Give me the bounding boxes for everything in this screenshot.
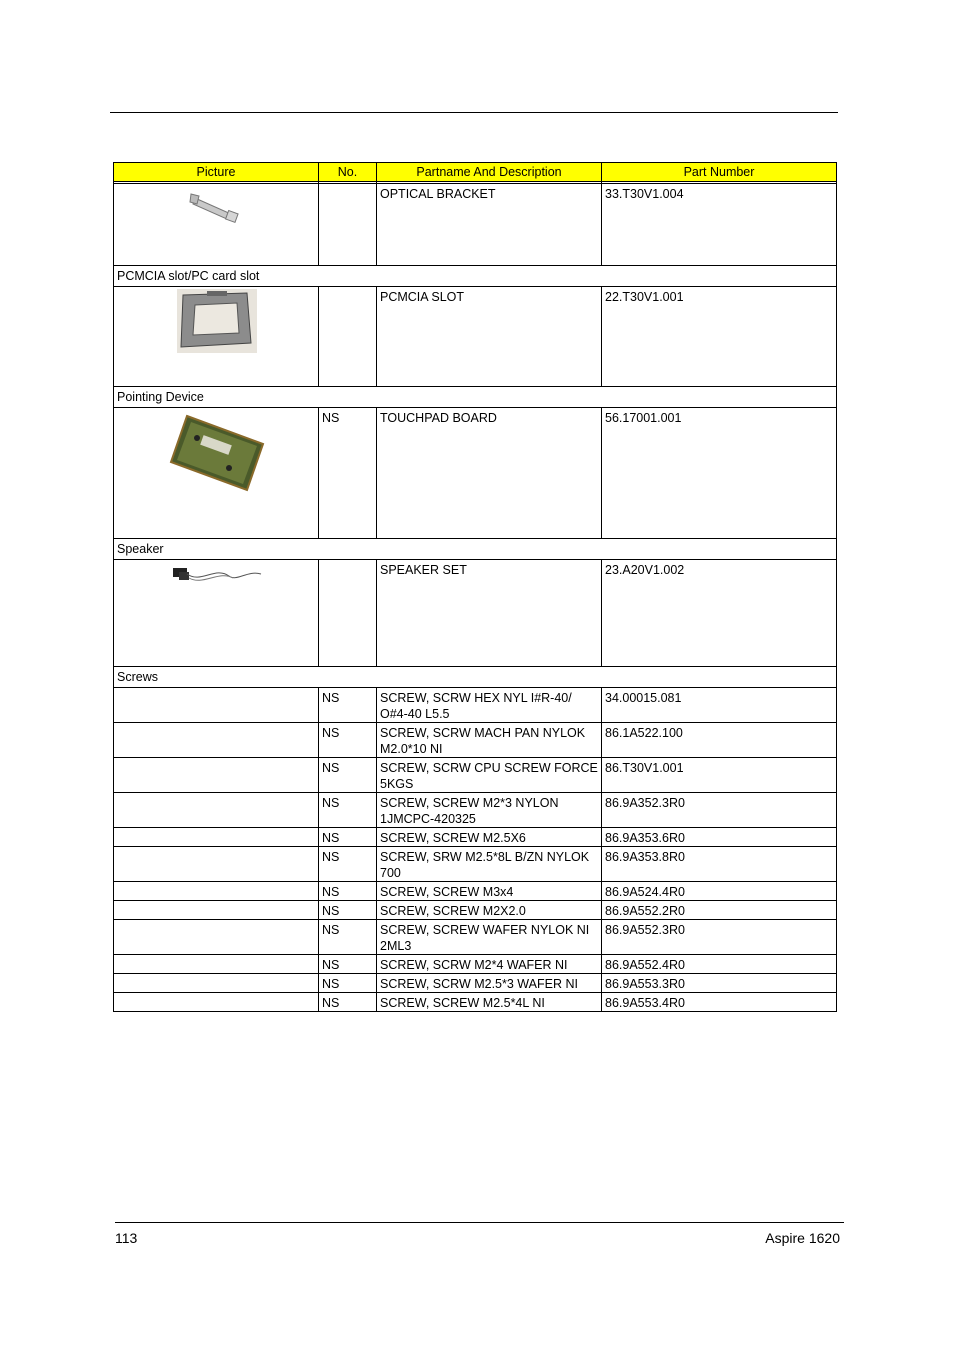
table-row: NS SCREW, SCREW M3x4 86.9A524.4R0: [114, 882, 837, 901]
picture-cell: [114, 184, 319, 266]
table-row: NS SCREW, SCRW M2.5*3 WAFER NI 86.9A553.3R0: [114, 974, 837, 993]
row-part-number: 22.T30V1.001: [602, 287, 837, 387]
row-no: NS: [319, 408, 377, 539]
section-label: PCMCIA slot/PC card slot: [114, 266, 837, 287]
row-description: OPTICAL BRACKET: [377, 184, 602, 266]
speaker-set-image: [171, 562, 263, 586]
row-no: [319, 287, 377, 387]
table-row-touchpad: [114, 408, 837, 539]
row-description: TOUCHPAD BOARD: [377, 408, 602, 539]
row-part-number: 56.17001.001: [602, 408, 837, 539]
table-row: NS SCREW, SCRW MACH PAN NYLOK M2.0*10 NI 86.1A522.100: [114, 723, 837, 758]
table-row: NS SCREW, SCREW M2.5X6 86.9A353.6R0: [114, 828, 837, 847]
col-picture: Picture: [114, 163, 319, 182]
row-no: [319, 560, 377, 667]
section-label: Speaker: [114, 539, 837, 560]
table-row: NS SCREW, SCREW WAFER NYLOK NI 2ML3 86.9A552.3R0: [114, 920, 837, 955]
table-row: NS SCREW, SCRW M2*4 WAFER NI 86.9A552.4R0: [114, 955, 837, 974]
table-row-pcmcia-slot: [114, 287, 837, 387]
row-part-number: 23.A20V1.002: [602, 560, 837, 667]
table-row-optical-bracket: [114, 184, 837, 266]
section-row-screws: [114, 667, 837, 688]
row-no: [319, 184, 377, 266]
section-label: Screws: [114, 667, 837, 688]
parts-table: [113, 162, 837, 1012]
optical-bracket-image: [187, 186, 247, 226]
section-row-pcmcia: [114, 266, 837, 287]
col-description: Partname And Description: [377, 163, 602, 182]
document-title: Aspire 1620: [765, 1230, 840, 1246]
footer-rule: [115, 1222, 844, 1223]
picture-cell: [114, 560, 319, 667]
row-part-number: 33.T30V1.004: [602, 184, 837, 266]
col-no: No.: [319, 163, 377, 182]
section-row-pointing: [114, 387, 837, 408]
section-label: Pointing Device: [114, 387, 837, 408]
picture-cell: [114, 408, 319, 539]
table-row: NS SCREW, SCREW M2X2.0 86.9A552.2R0: [114, 901, 837, 920]
table-row-speaker: [114, 560, 837, 667]
touchpad-board-image: [167, 410, 267, 494]
table-row: NS SCREW, SCRW CPU SCREW FORCE 5KGS 86.T30V1.001: [114, 758, 837, 793]
table-row: NS SCREW, SCREW M2.5*4L NI 86.9A553.4R0: [114, 993, 837, 1012]
table-row: NS SCREW, SCREW M2*3 NYLON 1JMCPC-420325 86.9A352.3R0: [114, 793, 837, 828]
table-row: NS SCREW, SCRW HEX NYL I#R-40/ O#4-40 L5.5 34.00015.081: [114, 688, 837, 723]
table-header-row: [114, 163, 837, 182]
row-description: SPEAKER SET: [377, 560, 602, 667]
page-number: 113: [115, 1230, 138, 1246]
section-row-speaker: [114, 539, 837, 560]
header-rule: [110, 112, 838, 113]
col-part-number: Part Number: [602, 163, 837, 182]
pcmcia-slot-image: [177, 289, 257, 353]
row-description: PCMCIA SLOT: [377, 287, 602, 387]
picture-cell: [114, 287, 319, 387]
table-row: NS SCREW, SRW M2.5*8L B/ZN NYLOK 700 86.9A353.8R0: [114, 847, 837, 882]
